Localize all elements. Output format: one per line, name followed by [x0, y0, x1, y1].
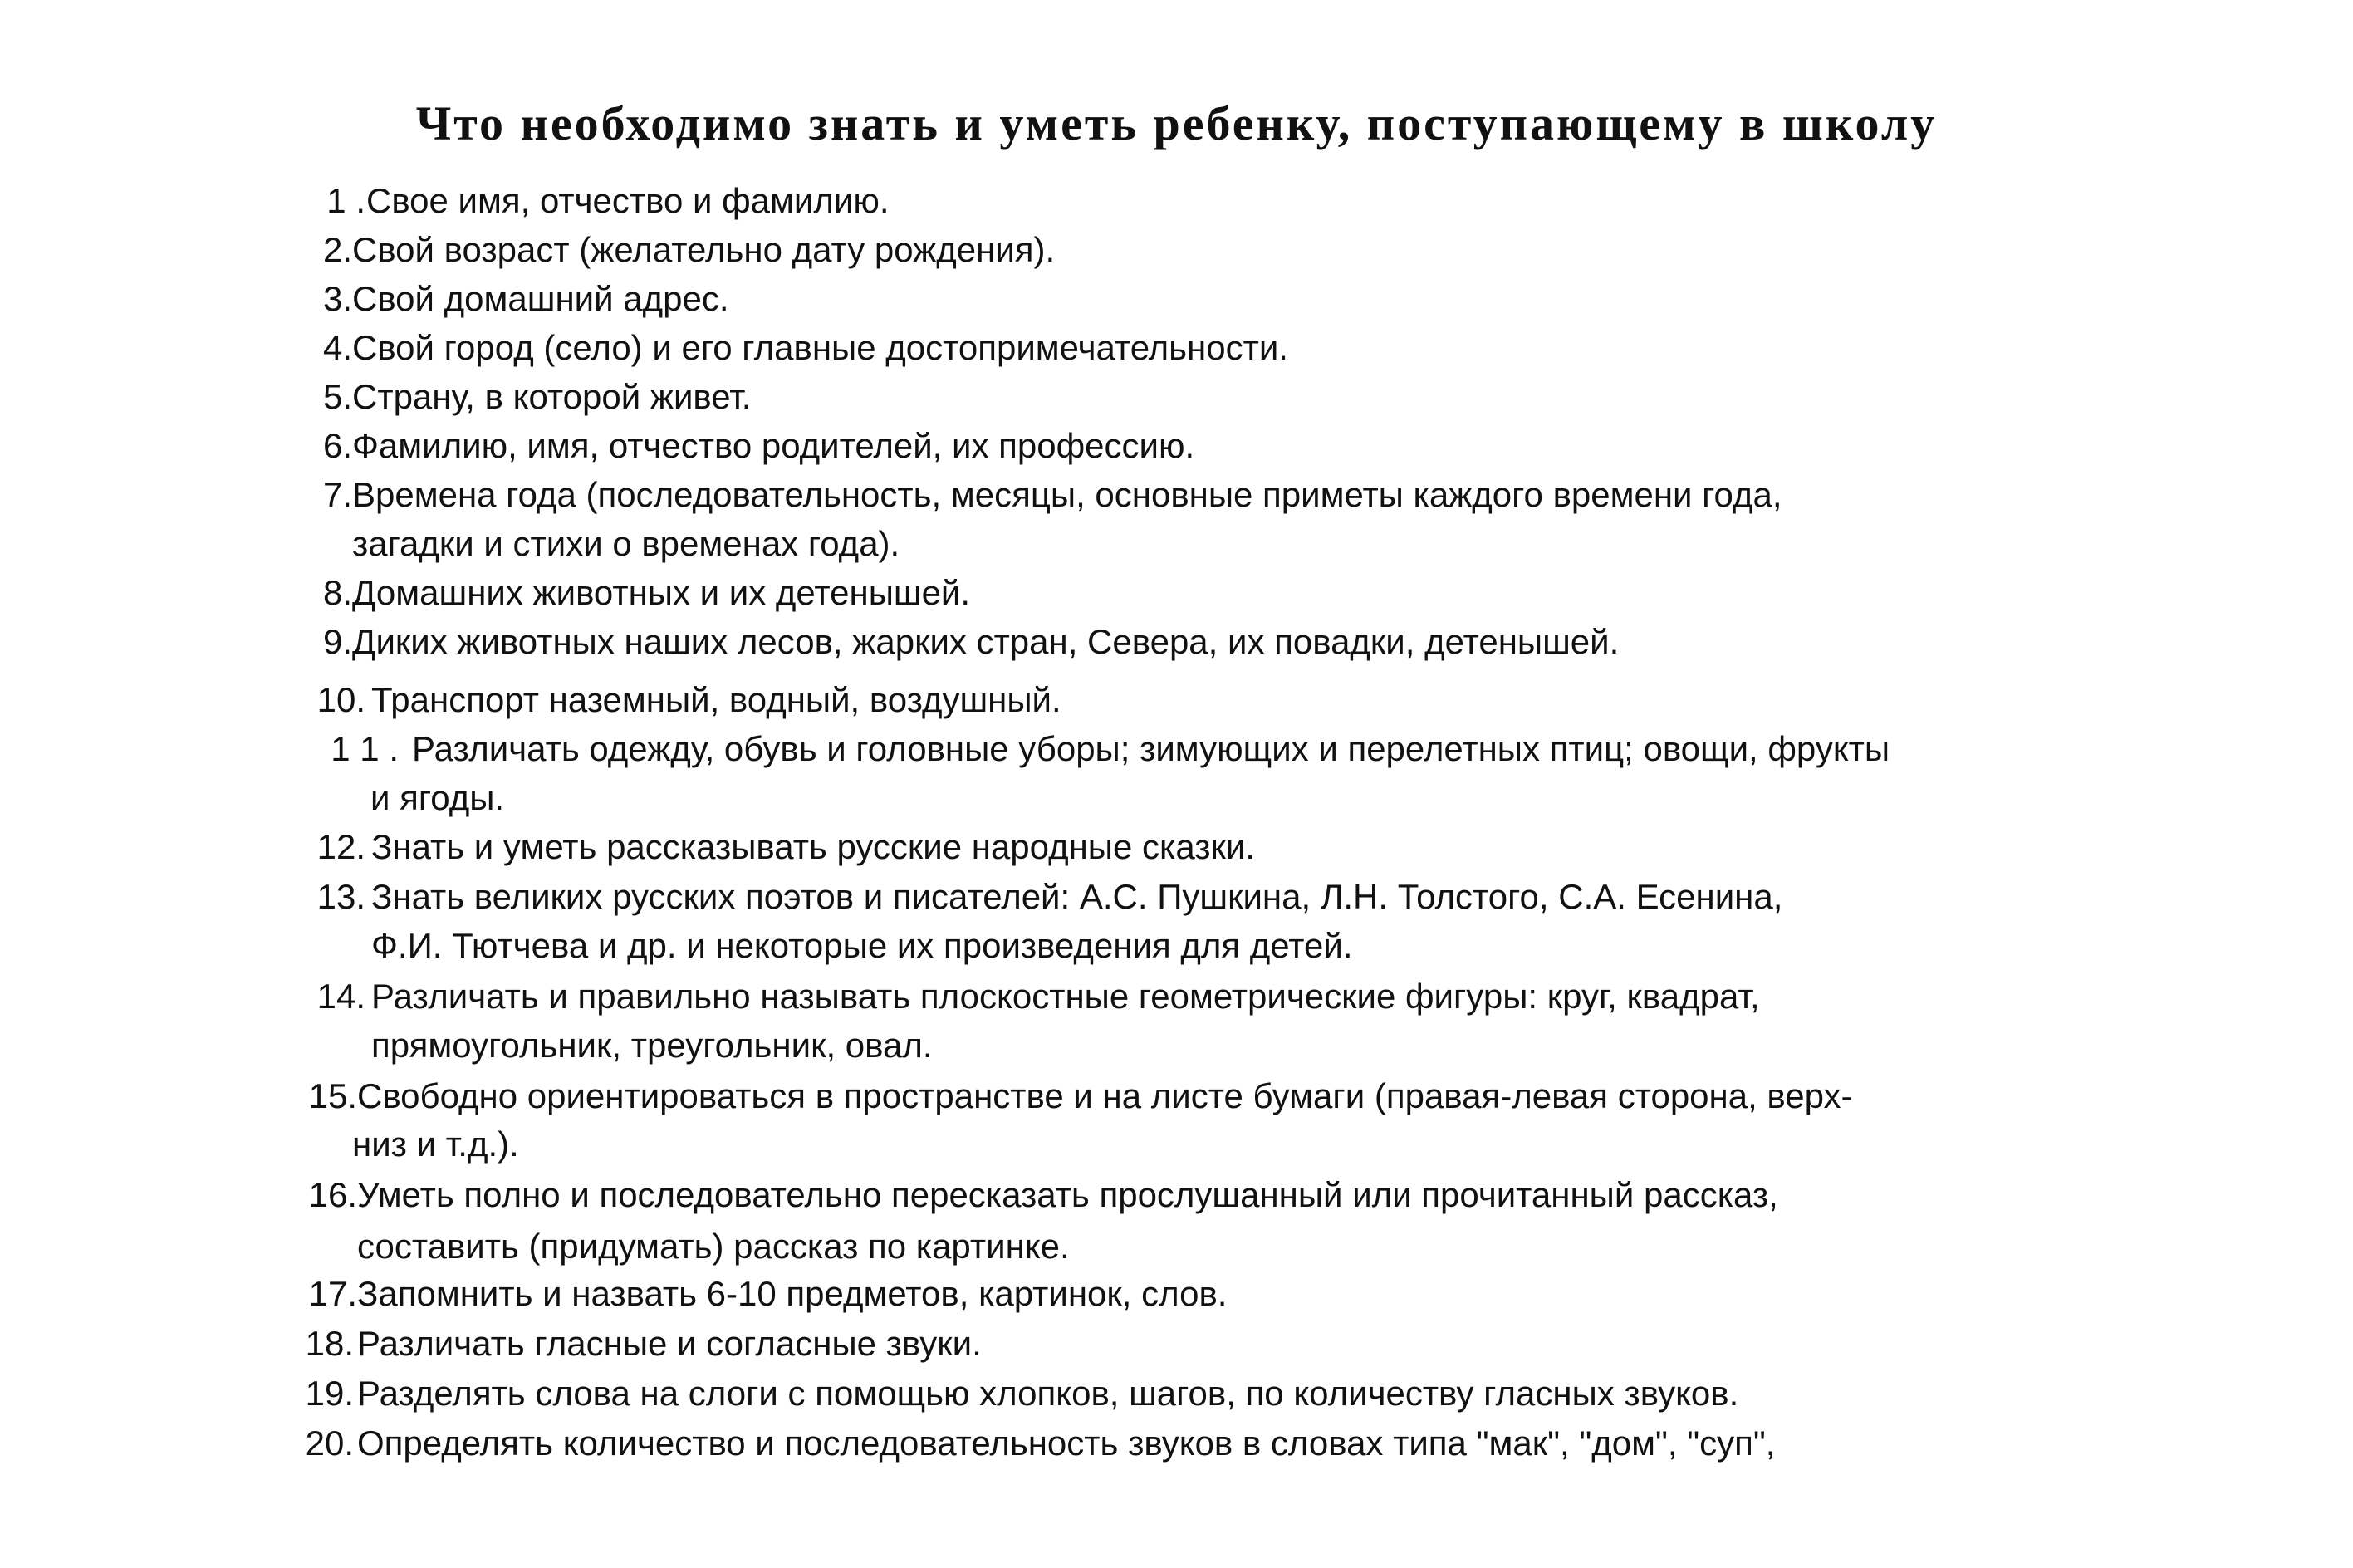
list-item-number: 8. [322, 573, 352, 612]
list-item-number: 20. [305, 1423, 354, 1463]
list-item [0, 421, 2353, 470]
list-item-number: 12. [316, 827, 365, 866]
list-item-text: Фамилию, имя, отчество родителей, их профессию. [352, 426, 1195, 465]
list-item-text-continued: составить (придумать) рассказ по картинке. [357, 1227, 1070, 1266]
list-item-text: Различать гласные и согласные звуки. [357, 1324, 982, 1363]
list-item-text: Разделять слова на слоги с помощью хлопков, шагов, по количеству гласных звуков. [357, 1374, 1739, 1413]
list-item [0, 822, 2353, 871]
list-item [0, 274, 2353, 323]
list-item-text-continued: и ягоды. [370, 778, 505, 817]
list-item-number: 17. [308, 1274, 357, 1313]
list-item [0, 568, 2353, 617]
list-item-text: Свой город (село) и его главные достопримечательности. [352, 328, 1288, 367]
list-item [0, 1369, 2353, 1418]
list-item [0, 470, 2353, 568]
list-item-text-continued: Ф.И. Тютчева и др. и некоторые их произведения для детей. [371, 926, 1353, 965]
list-item-number: 15. [308, 1076, 357, 1115]
list-item-number: 18. [305, 1324, 354, 1363]
list-item-number: 5. [322, 377, 352, 416]
list-item-text: Свое имя, отчество и фамилию. [366, 181, 890, 220]
list-item-text-continued: низ и т.д.). [352, 1125, 519, 1164]
list-item-number: 19. [305, 1374, 354, 1413]
list-item-number: 3. [322, 279, 352, 318]
list-item [0, 675, 2353, 724]
list-item [0, 1269, 2353, 1318]
list-item-text: Домашних животных и их детенышей. [352, 573, 971, 612]
list-item-text: Определять количество и последовательность звуков в словах типа "мак", "дом", "суп", [357, 1423, 1776, 1463]
list-item-number: 2. [322, 230, 352, 269]
list-item-number: 6. [322, 426, 352, 465]
list-item [0, 972, 2353, 1070]
list-item [0, 372, 2353, 421]
list-item-text: Свой домашний адрес. [352, 279, 729, 318]
list-item-text: Диких животных наших лесов, жарких стран, Севера, их повадки, детенышей. [352, 622, 1620, 661]
list-item [0, 176, 2353, 225]
list-item [0, 225, 2353, 274]
list-item-number: 13. [316, 877, 365, 916]
list-item-text-continued: прямоугольник, треугольник, овал. [371, 1026, 933, 1065]
list-item-number: 10. [316, 680, 365, 719]
list-item [0, 1419, 2353, 1468]
list-item-text: Свой возраст (желательно дату рождения). [352, 230, 1056, 269]
list-item-number: 1 . [326, 181, 365, 220]
list-item [0, 872, 2353, 970]
list-item-number: 1 1 . [331, 729, 399, 768]
list-item-number: 7. [322, 475, 352, 514]
list-item-text: Различать и правильно называть плоскостные геометрические фигуры: круг, квадрат, [371, 977, 1760, 1016]
page-title: Что необходимо знать и уметь ребенку, поступающему в школу [415, 96, 1938, 150]
list-item [0, 724, 2353, 822]
list-item [0, 1071, 2353, 1169]
list-item [0, 1319, 2353, 1368]
list-item [0, 617, 2353, 666]
list-item-text: Различать одежду, обувь и головные уборы; зимующих и перелетных птиц; овощи, фрукты [412, 729, 1890, 768]
list-item-text: Уметь полно и последовательно пересказать прослушанный или прочитанный рассказ, [357, 1175, 1778, 1214]
list-item-number: 9. [322, 622, 352, 661]
list-item-number: 16. [308, 1175, 357, 1214]
list-item-text: Знать и уметь рассказывать русские народные сказки. [371, 827, 1255, 866]
list-item-text: Запомнить и назвать 6-10 предметов, картинок, слов. [357, 1274, 1228, 1313]
list-item-text: Транспорт наземный, водный, воздушный. [371, 680, 1061, 719]
list-item [0, 1170, 2353, 1268]
list-item-text: Свободно ориентироваться в пространстве и на листе бумаги (правая-левая сторона, верх- [357, 1076, 1853, 1115]
list-item-text: Времена года (последовательность, месяцы, основные приметы каждого времени года, [352, 475, 1782, 514]
list-item-number: 14. [316, 977, 365, 1016]
list-item-text-continued: загадки и стихи о временах года). [352, 524, 900, 563]
list-item [0, 323, 2353, 372]
list-item-text: Страну, в которой живет. [352, 377, 752, 416]
list-item-number: 4. [322, 328, 352, 367]
list-item-text: Знать великих русских поэтов и писателей: А.С. Пушкина, Л.Н. Толстого, С.А. Есенина, [371, 877, 1783, 916]
